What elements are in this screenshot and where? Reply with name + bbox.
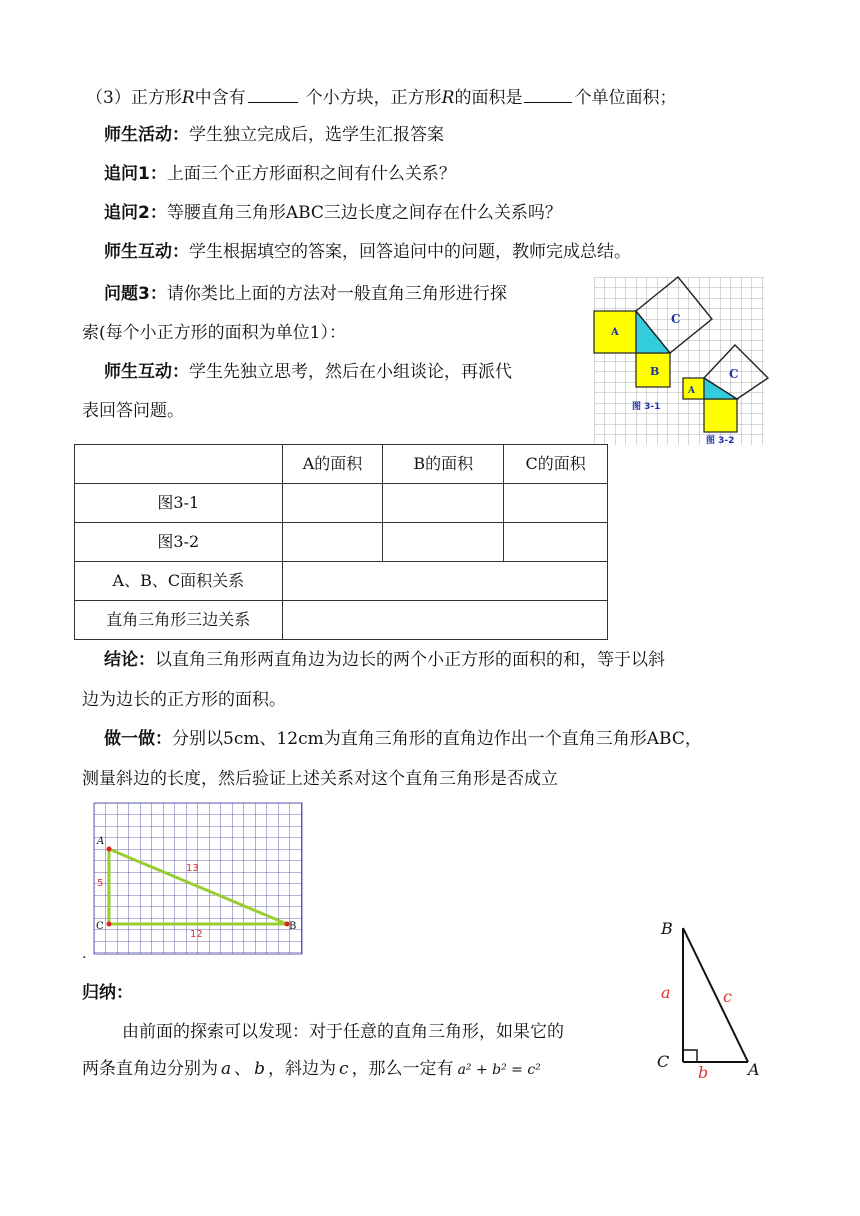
var-r-2: R <box>441 88 455 108</box>
followup-1-label: 追问1： <box>104 164 167 184</box>
table-header-empty <box>75 445 283 484</box>
side-b-length: 12 <box>190 929 203 940</box>
table-header-row <box>75 445 608 484</box>
cell-b-3-2[interactable] <box>383 523 504 562</box>
followup-2-label: 追问2： <box>104 203 167 223</box>
interaction-2-label: 师生互动： <box>104 362 189 382</box>
followup-2-line <box>104 201 562 225</box>
vertex-c-dot <box>107 922 112 927</box>
q3-suffix: 个单位面积； <box>574 88 677 108</box>
conclusion-line-1 <box>104 648 665 672</box>
table-row <box>75 562 608 601</box>
square-b-3-2 <box>704 399 737 432</box>
var-b: b <box>254 1059 266 1079</box>
question-3-line <box>86 84 676 110</box>
vertex-a-dot <box>107 847 112 852</box>
q3-prefix: （3）正方形 <box>86 88 182 108</box>
conclusion-line-2 <box>82 688 286 712</box>
activity-text: 学生独立完成后，选学生汇报答案 <box>189 125 444 145</box>
conclusion-text-2: 边为边长的正方形的面积。 <box>82 690 286 710</box>
right-triangle-figure <box>652 912 772 1082</box>
row-label-area-relation: A、B、C面积关系 <box>75 562 283 601</box>
interaction-1-line <box>104 240 631 264</box>
vertex-c-label: C <box>96 921 104 932</box>
pythagorean-formula: a² + b² = c² <box>457 1062 541 1078</box>
try-it-text-1: 分别以5cm、12cm为直角三角形的直角边作出一个直角三角形ABC， <box>172 729 702 749</box>
problem-3-line-2 <box>82 321 346 345</box>
followup-1-text: 上面三个正方形面积之间有什么关系？ <box>166 164 456 184</box>
stray-period: . <box>82 946 87 962</box>
table-header-b: B的面积 <box>383 445 504 484</box>
summary-text-1: 由前面的探索可以发现：对于任意的直角三角形，如果它的 <box>122 1022 564 1042</box>
followup-2-text: 等腰直角三角形ABC三边长度之间存在什么关系吗？ <box>166 203 562 223</box>
side-b-label: b <box>698 1063 709 1082</box>
interaction-1-label: 师生互动： <box>104 242 189 262</box>
table-row <box>75 601 608 640</box>
area-table <box>74 444 608 640</box>
interaction-1-text: 学生根据填空的答案，回答追问中的问题，教师完成总结。 <box>189 242 631 262</box>
problem-3-label: 问题3： <box>104 284 167 304</box>
try-it-text-2: 测量斜边的长度，然后验证上述关系对这个直角三角形是否成立 <box>82 769 558 789</box>
try-it-line-2 <box>82 767 558 791</box>
summary-text-2a: 两条直角边分别为 <box>82 1059 218 1079</box>
interaction-2-text-1: 学生先独立思考，然后在小组谈论，再派代 <box>189 362 512 382</box>
grid-triangle-figure <box>94 803 304 955</box>
cell-side-relation[interactable] <box>282 601 607 640</box>
row-label-side-relation: 直角三角形三边关系 <box>75 601 283 640</box>
summary-label-line <box>82 981 133 1005</box>
var-r: R <box>181 88 195 108</box>
q3-mid2: 个小方块，正方形 <box>305 88 442 108</box>
cell-a-3-2[interactable] <box>282 523 383 562</box>
cell-c-3-2[interactable] <box>504 523 608 562</box>
right-angle-mark <box>683 1050 697 1062</box>
q3-mid3: 的面积是 <box>454 88 523 108</box>
side-a-label: a <box>661 983 671 1002</box>
label-b-3-1: B <box>650 365 660 378</box>
side-c-label: c <box>723 987 732 1006</box>
side-a-length: 5 <box>97 878 104 889</box>
label-a-3-1: A <box>611 327 619 338</box>
interaction-2-text-2: 表回答问题。 <box>82 401 184 421</box>
summary-text-2c: ，那么一定有 <box>351 1059 454 1079</box>
summary-label: 归纳： <box>82 983 133 1003</box>
vertex-c-label: C <box>657 1052 670 1071</box>
summary-line-1 <box>122 1020 564 1044</box>
cell-a-3-1[interactable] <box>282 484 383 523</box>
var-a: a <box>221 1059 232 1079</box>
summary-sep: 、 <box>234 1059 252 1079</box>
problem-3-text-1: 请你类比上面的方法对一般直角三角形进行探 <box>166 284 507 304</box>
cell-c-3-1[interactable] <box>504 484 608 523</box>
var-c: c <box>339 1059 349 1079</box>
row-label-fig-3-1: 图3-1 <box>75 484 283 523</box>
table-row <box>75 523 608 562</box>
caption-3-2: 图 3-2 <box>706 436 735 446</box>
q3-mid1: 中含有 <box>194 88 246 108</box>
followup-1-line <box>104 162 456 186</box>
summary-line-2 <box>82 1057 541 1082</box>
vertex-b-label: B <box>289 921 297 932</box>
try-it-label: 做一做： <box>104 729 172 749</box>
blank-area[interactable] <box>524 84 572 103</box>
problem-3-text-2: 索(每个小正方形的面积为单位1）： <box>82 323 346 343</box>
label-c-3-1: C <box>671 312 681 326</box>
side-ab <box>683 928 748 1062</box>
conclusion-text-1: 以直角三角形两直角边为边长的两个小正方形的面积的和，等于以斜 <box>155 650 665 670</box>
vertex-a-label: A <box>97 836 105 847</box>
blank-count[interactable] <box>248 84 298 103</box>
table-header-c: C的面积 <box>504 445 608 484</box>
figure-3-grid <box>594 277 764 445</box>
activity-label: 师生活动： <box>104 125 189 145</box>
interaction-2-line-2 <box>82 399 184 423</box>
row-label-fig-3-2: 图3-2 <box>75 523 283 562</box>
activity-line <box>104 123 444 147</box>
cell-area-relation[interactable] <box>282 562 607 601</box>
table-row <box>75 484 608 523</box>
label-a-3-2: A <box>688 386 695 396</box>
grid-background <box>594 277 764 445</box>
problem-3-line-1 <box>104 282 507 306</box>
table-header-a: A的面积 <box>282 445 383 484</box>
cell-b-3-1[interactable] <box>383 484 504 523</box>
label-c-3-2: C <box>729 367 739 381</box>
vertex-a-label: A <box>748 1060 760 1079</box>
conclusion-label: 结论： <box>104 650 155 670</box>
side-c-length: 13 <box>186 863 199 874</box>
caption-3-1: 图 3-1 <box>632 402 661 412</box>
try-it-line-1 <box>104 727 702 751</box>
vertex-b-label: B <box>661 919 673 938</box>
summary-text-2b: ，斜边为 <box>268 1059 337 1079</box>
interaction-2-line-1 <box>104 360 512 384</box>
